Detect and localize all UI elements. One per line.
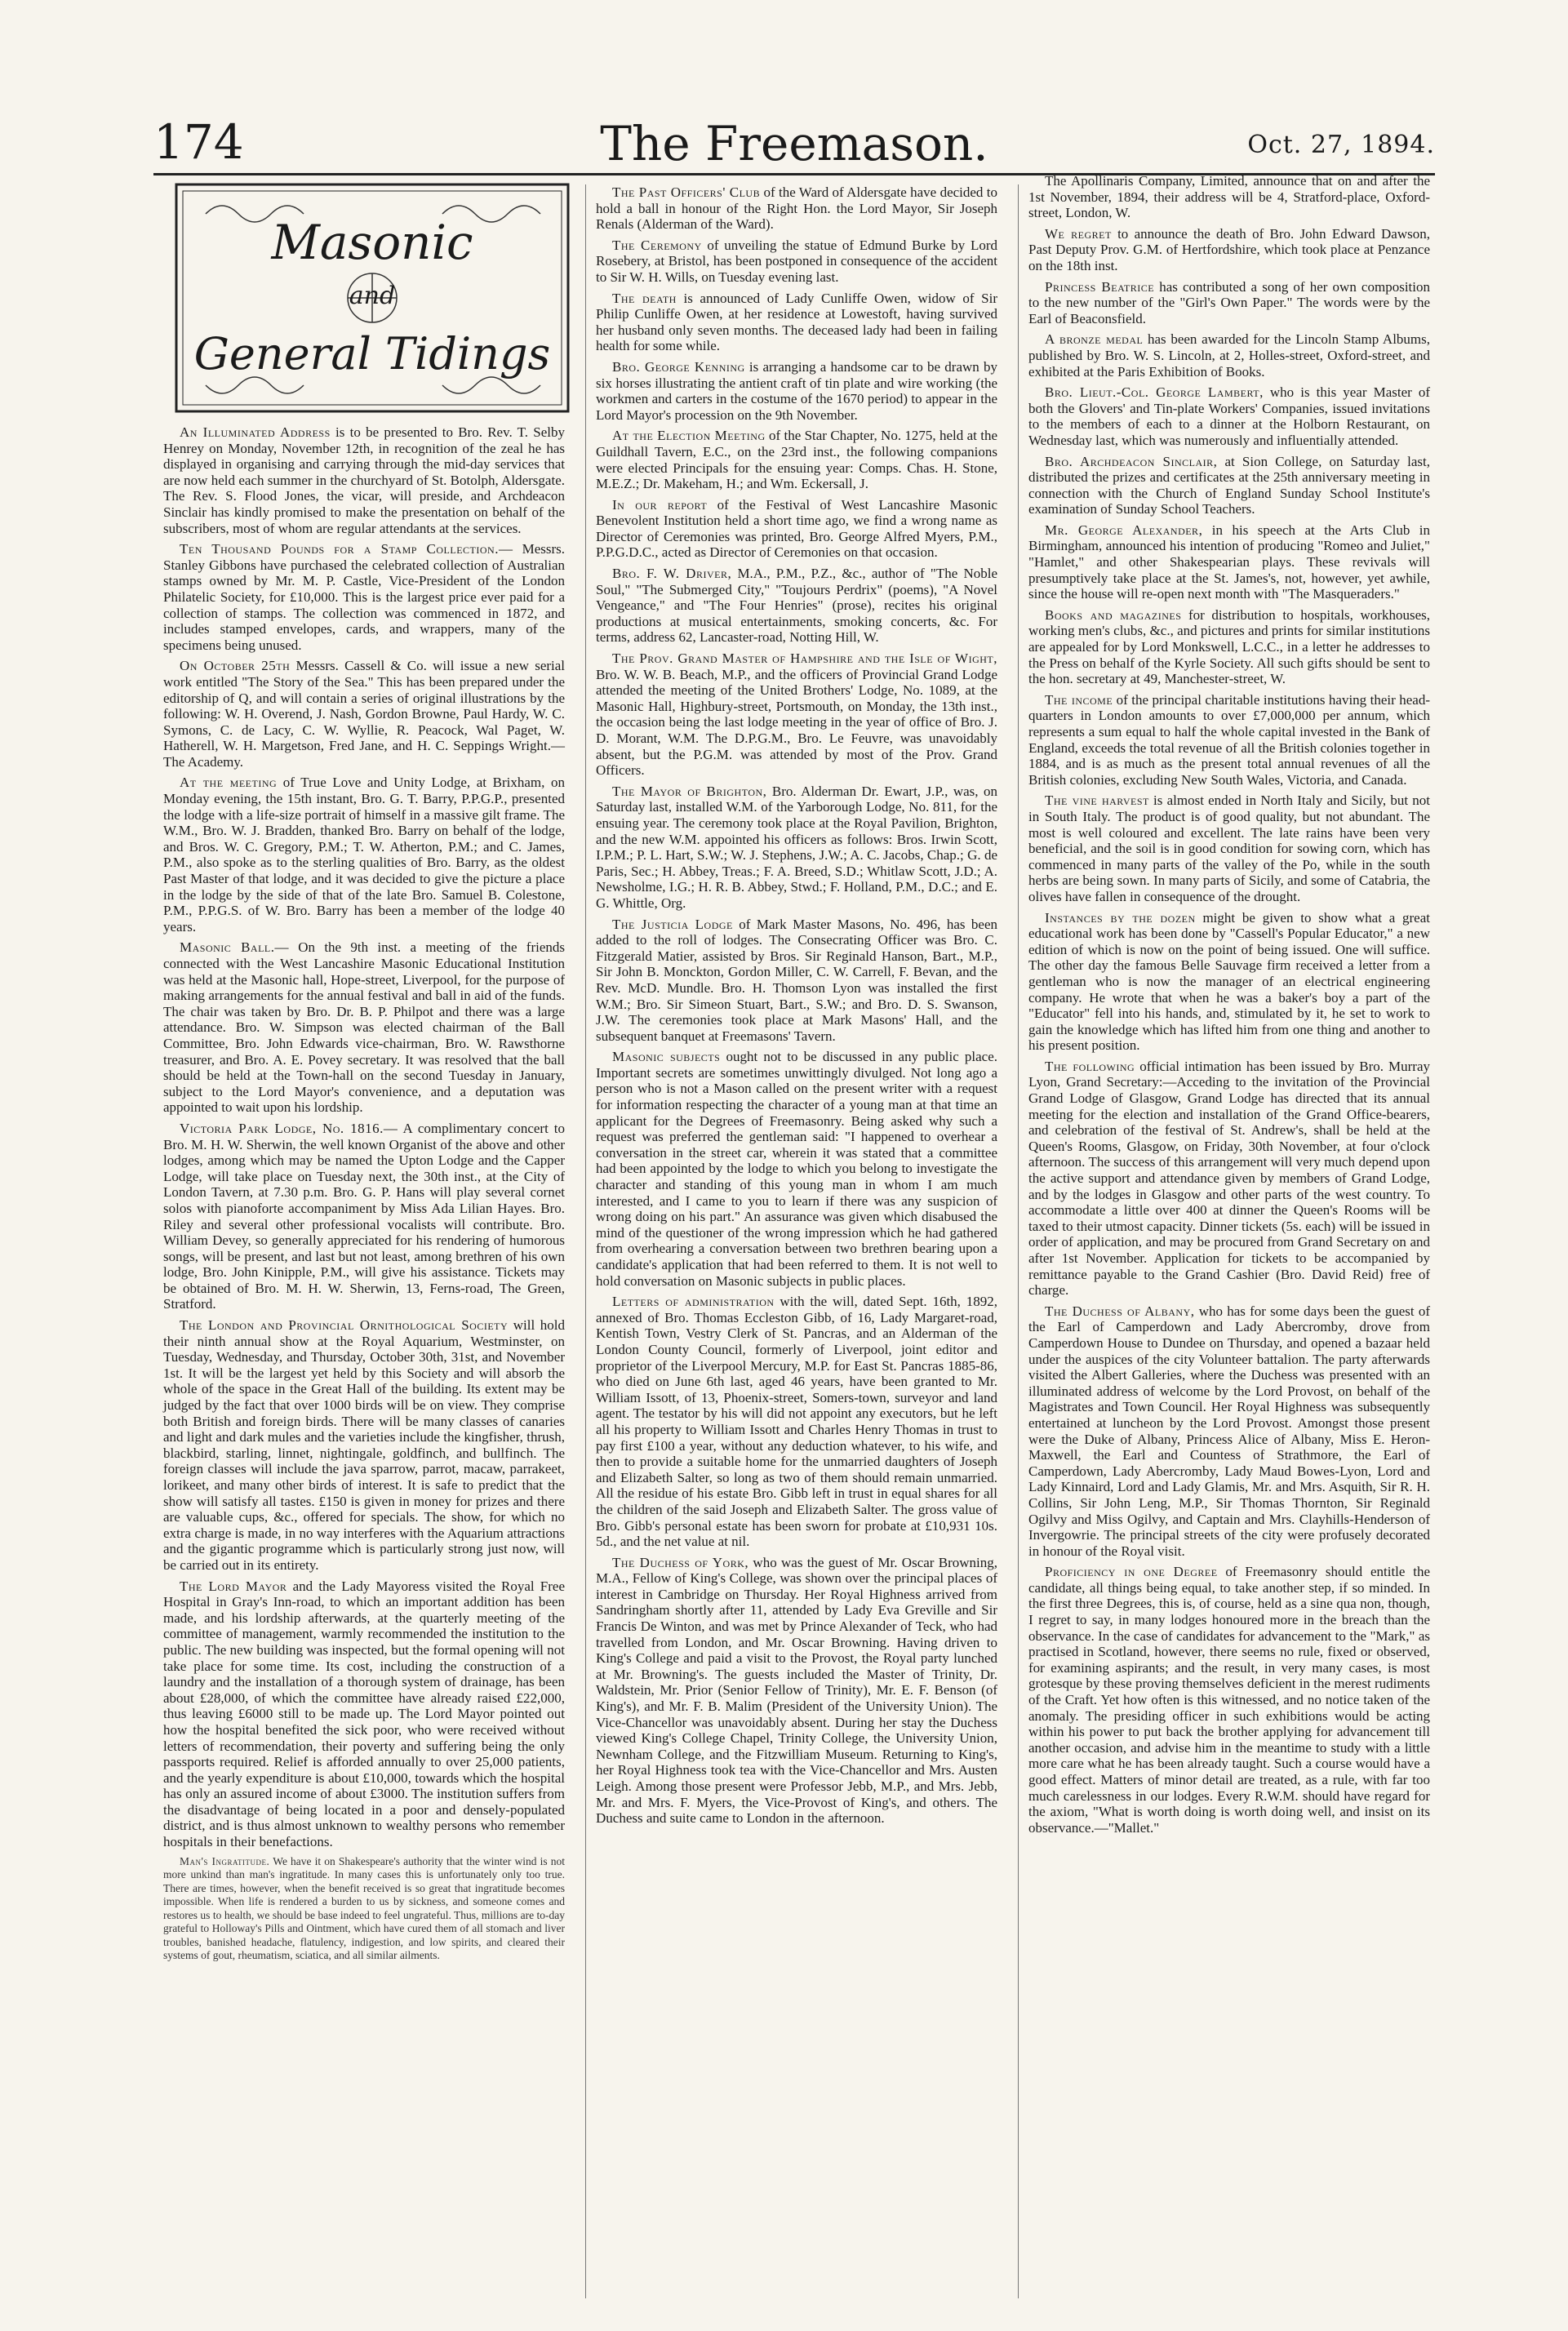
article-paragraph xyxy=(596,1555,997,1827)
article-text: Bro. Alderman Dr. Ewart, J.P., was, on Saturday last, installed W.M. of the Yarborough Lodge, No. 811, for the ensuing year. The ceremony took place at the Royal Pavilion, Brighton, and the new W.M. appointed his officers as follows: Bros. Irwin Scott, I.P.M.; P. L. Hart, S.W.; W. J. Stephens, J.W.; A. C. Jacobs, Chap.; G. de Paris, Sec.; H. Abbey, Treas.; F. A. Breed, S.D.; Whitlaw Scott, J.D.; A. Newsholme, I.G.; H. R. B. Abbey, Stwd.; F. Holland, P.M., D.C.; and E. G. Whittle, Org. xyxy=(596,783,997,911)
article-paragraph xyxy=(163,1317,565,1574)
article-paragraph xyxy=(1028,692,1430,788)
article-lead: The income xyxy=(1045,691,1113,708)
article-paragraph xyxy=(1028,226,1430,274)
article-paragraph xyxy=(163,775,565,935)
article-lead: Proficiency in one Degree xyxy=(1045,1564,1218,1580)
article-paragraph xyxy=(1028,607,1430,687)
article-paragraph xyxy=(1028,522,1430,602)
article-paragraph xyxy=(163,1121,565,1312)
article-text: is to be presented to Bro. Rev. T. Selby Henrey on Monday, November 12th, in recognition of the zeal he has displayed in organising and carrying through the mid-day services that are now held each summer in the churchyard of St. Botolph, Aldersgate. The Rev. S. Flood Jones, the vicar, will preside, and Archdeacon Sinclair has kindly promised to make the presentation on behalf of the subscribers, most of whom are regular attendants at the services. xyxy=(163,424,565,536)
article-text: will hold their ninth annual show at the Royal Aquarium, Westminster, on Tuesday, Wednesday, and Thursday, October 30th, 31st, and November 1st. It will be the largest yet held by this Society and will absorb the whole of the space in the Great Hall of the building. Its extent may be judged by the fact that over 1000 birds will be on view. They comprise both British and foreign birds. There will be many classes of canaries and light and dark mules and the varieties include the kingfisher, thrush, blackbird, starling, linnet, nightingale, goldfinch, and bullfinch. The foreign classes will include the java sparrow, parrot, macaw, parrakeet, lorikeet, and many other birds of interest. It is safe to predict that the show will satisfy all tastes. £150 is given in money for prizes and there are valuable cups, &c., offered for specials. The show, for which no extra charge is made, in no way interferes with the Aquarium attractions and the gigantic programme which is particularly strong just now, will be carried out in its entirety. xyxy=(163,1317,565,1573)
article-text: of the principal charitable institutions having their head-quarters in London amounts to over £7,000,000 per annum, which represents a sum equal to half the whole capital invested in the Bank of England, exceeds the total revenue of all the British colonies together in 1884, and is as much as the present total annual revenues of all the British colonies, excluding New South Wales, Victoria, and Canada. xyxy=(1028,691,1431,788)
article-text: has contributed a song of her own composition to the new number of the "Girl's Own Paper." The words were by the Earl of Beaconsfield. xyxy=(1028,278,1430,326)
article-text: is arranging a handsome car to be drawn by six horses illustrating the antient craft of tin plate and wire working (the workmen and carters in the costume of the 1670 period) to appear in the Lord Mayor's procession on the 9th November. xyxy=(596,358,997,423)
article-lead: The Mayor of Brighton, xyxy=(612,783,767,799)
article-paragraph xyxy=(1028,1303,1430,1560)
article-text: is announced of Lady Cunliffe Owen, widow of Sir Philip Cunliffe Owen, at her residence at Lowestoft, having survived her husband only seven months. The deceased lady had been in failing health for some while. xyxy=(596,290,997,354)
article-text: Messrs. Cassell & Co. will issue a new serial work entitled "The Story of the Sea." This has been prepared under the editorship of Q, and will contain a series of original illustrations by the following: W. H. Overend, J. Nash, Gordon Browne, Paul Hardy, W. C. Symons, C. de Lacy, C. W. Wyllie, R. Peacock, Wal Paget, W. Hatherell, W. H. Margetson, Fred Jane, and H. C. Seppings Wright.—The Academy. xyxy=(163,658,566,770)
article-lead: Letters of administration xyxy=(612,1294,775,1310)
article-text: to announce the death of Bro. John Edward Dawson, Past Deputy Prov. G.M. of Hertfordshire, which took place at Penzance on the 18th inst. xyxy=(1028,225,1430,273)
article-lead: The Duchess of Albany, xyxy=(1045,1303,1195,1319)
article-lead: Bro. F. W. Driver, xyxy=(612,566,732,582)
article-text: with the will, dated Sept. 16th, 1892, annexed of Bro. Thomas Eccleston Gibb, of 16, Lady Margaret-road, Kentish Town, Vestry Clerk of St. Pancras, and an Alderman of the London County Council, formerly of Liverpool, joint editor and proprietor of the Liverpool Mercury, M.P. for East St. Pancras 1885-86, who died on June 6th last, aged 46 years, have been granted to Mr. William Issott, of 13, Phoenix-street, Somers-town, surveyor and land agent. The testator by his will did not appoint any executors, but he left all his property to William Issott and Charles Henry Thomas in trust to pay first £100 a year, without any deduction whatever, to his wife, and then to provide a suitable home for the unmarried daughters of Joseph and Elizabeth Salter, so long as two of them should remain unmarried. All the residue of his estate Bro. Gibb left in trust in equal shares for all the children of the said Joseph and Elizabeth Salter. The gross value of Bro. Gibb's personal estate has been sworn for probate at £10,931 10s. 5d., and the net value at nil. xyxy=(596,1294,997,1550)
article-text: for distribution to hospitals, workhouses, working men's clubs, &c., and pictures and prints for similar institutions are appealed for by Lord Monkswell, L.C.C., in a letter he addresses to the Press on behalf of the Kyrle Society. All such gifts should be sent to the hon. secretary at 49, Manchester-street, W. xyxy=(1028,606,1430,687)
article-lead: Masonic Ball.— xyxy=(180,939,289,956)
article-text: We have it on Shakespeare's authority that the winter wind is not more unkind than man's ingratitude. In many cases this is unfortunately only too true. There are times, however, when the benefit received is so great that ingratitude becomes impossible. When life is rendered a burden to us by sickness, and someone comes and restores us to health, we should be base indeed to feel ungrateful. Thus, millions are to-day grateful to Holloway's Pills and Ointment, which have cured them of all stomach and liver troubles, banished headache, flatulency, indigestion, and low spirits, and cleared their systems of gout, rheumatism, sciatica, and all similar ailments. xyxy=(163,1854,565,1962)
article-text: official intimation has been issued by Bro. Murray Lyon, Grand Secretary:—Acceding to the invitation of the Provincial Grand Lodge of Glasgow, Grand Lodge has directed that its annual meeting for the election and installation of the Grand Office-bearers, and celebration of the festival of St. Andrew's, shall be held at the Queen's Rooms, Glasgow, on Friday, 30th November, at four o'clock afternoon. The success of this arrangement will very much depend upon the active support and attendance given by members of Grand Lodge, and by the lodges in Glasgow and other parts of the west country. To accommodate a little over 400 at dinner the Queen's Rooms will be taxed to their utmost capacity. Dinner tickets (5s. each) will be issued in order of application, and may be procured from Grand Secretary on and after 1st November. Application for tickets to be accompanied by remittance payable to the Grand Cashier (Bro. David Reid) free of charge. xyxy=(1028,1058,1430,1299)
article-text: M.A., P.M., P.Z., &c., author of "The Noble Soul," "The Submerged City," "Toujours Perdrix" (poems), "A Novel Vengeance," and "The Four Henries" (prose), recites his original productions at musical entertainments, smoking concerts, &c. For terms, address 62, Lancaster-road, Notting Hill, W. xyxy=(596,566,998,646)
column-divider xyxy=(585,184,586,2298)
article-text: The Apollinaris Company, Limited, announce that on and after the 1st November, 1894, their address will be 4, Stratford-place, Oxford-street, London, W. xyxy=(1028,173,1430,221)
article-lead: An Illuminated Address xyxy=(180,424,331,440)
column-divider xyxy=(1018,184,1019,2298)
article-lead: The Ceremony xyxy=(612,237,702,253)
article-lead: On October 25th xyxy=(180,658,291,674)
article-lead: Bro. Lieut.-Col. George Lambert, xyxy=(1045,384,1264,401)
article-text: of Freemasonry should entitle the candidate, all things being equal, to take another step, if so minded. In the first three Degrees, this is, of course, held as a sine qua non, though, I regret to say, in many lodges honoured more in the breach than the observance. In the case of candidates for advancement to the "Mark," as practised in Scotland, however, there seems no rule, fixed or observed, for examining aspirants; and the result, in very many cases, is most grotesque by these proving themselves deficient in the merest rudiments of the Craft. Yet how often is this witnessed, and no notice taken of the anomaly. The presiding officer in such exhibitions would be acting within his power to put back the brother applying for advancement till another occasion, and advise him in the meantime to study with a little more care what he has been already taught. Such a course would have a good effect. Matters of minor detail are treated, as a rule, with far too much carelessness in our lodges. Every R.W.M. should have regard for the axiom, "What is worth doing is worth doing well, and insist on its observance.—"Mallet." xyxy=(1028,1564,1430,1836)
article-lead: The following xyxy=(1045,1058,1135,1074)
article-lead: Man's Ingratitude. xyxy=(180,1854,270,1867)
article-lead: The Lord Mayor xyxy=(180,1578,287,1594)
article-paragraph xyxy=(596,184,997,233)
column-2 xyxy=(596,184,997,1832)
article-paragraph xyxy=(596,917,997,1045)
article-paragraph xyxy=(1028,454,1430,517)
article-paragraph xyxy=(596,497,997,561)
article-text: Messrs. Stanley Gibbons have purchased the celebrated collection of Australian stamps owned by Mr. M. P. Castle, Vice-President of the London Philatelic Society, for £10,000. This is the largest price ever paid for a collection of stamps. The collection was commenced in 1872, and includes stamped envelopes, cards, and wrappers, many of the specimens being unused. xyxy=(163,541,566,653)
page-number: 174 xyxy=(153,114,244,170)
article-lead: At the meeting xyxy=(180,775,278,791)
article-paragraph xyxy=(1028,1564,1430,1836)
article-text: who was the guest of Mr. Oscar Browning, M.A., Fellow of King's College, was shown over the principal places of interest in Cambridge on Thursday. Her Royal Highness arrived from Sandringham shortly after 11, attended by Lady Eva Greville and Sir Francis De Winton, and was met by Prince Alexander of Teck, who had travelled from London, and Mr. Oscar Browning. Having driven to King's College and paid a visit to the Provost, the Royal party lunched at Mr. Browning's. The guests included the Master of Trinity, Dr. Waldstein, Mr. Prior (Senior Fellow of Trinity), Mr. E. F. Benson (of King's), and Mr. F. B. Malim (President of the University Union). The Vice-Chancellor was unavoidably absent. During her stay the Duchess viewed King's College Chapel, Trinity College, the University Union, Newnham College, and the Fitzwilliam Museum. Returning to King's, her Royal Highness took tea with the Vice-Chancellor and Mrs. Austen Leigh. Among those present were Professor Jebb, M.P., and Mrs. Jebb, Mr. and Mrs. F. Myers, the Vice-Provost of King's, and others. The Duchess and suite came to London in the afternoon. xyxy=(596,1554,997,1827)
article-text: might be given to show what a great educational work has been done by "Cassell's Popular Educator," a new edition of which is now on the point of being issued. One will suffice. The other day the famous Belle Sauvage firm received a letter from a gentleman who is now the manager of an electrical engineering company. He wrote that when he was a baker's boy a part of the "Educator" fell into his hands, and, stimulated by it, he set to work to gain the knowledge which has lifted him from one thing and another to his present position. xyxy=(1028,909,1430,1054)
article-paragraph xyxy=(596,291,997,354)
issue-date: Oct. 27, 1894. xyxy=(1247,131,1435,159)
article-text: and the Lady Mayoress visited the Royal Free Hospital in Gray's Inn-road, to which an important addition has been made, and his lordship afterwards, at the quarterly meeting of the committee of management, warmly recommended the institution to the public. The new building was inspected, but the formal opening will not take place for some time. Its cost, including the construction of a laundry and the installation of a thorough system of drainage, has been about £28,000, of which the committee have already raised £22,000, thus leaving £6000 still to be made up. The Lord Mayor pointed out how the hospital benefited the sick poor, who were received without letters of recommendation, their poverty and suffering being the only passports required. Relief is afforded annually to over 25,000 patients, and the yearly expenditure is about £10,000, towards which the hospital has only an assured income of about £3000. The institution suffers from the disadvantage of being located in a poor and densely-populated district, and is thus almost unknown to wealthy persons who remember hospitals in their benefactions. xyxy=(163,1578,566,1850)
article-lead: The death xyxy=(612,290,677,306)
article-text: of True Love and Unity Lodge, at Brixham, on Monday evening, the 15th instant, Bro. G. T. Barry, P.P.G.P., presented the lodge with a life-size portrait of himself in a massive gilt frame. The W.M., Bro. W. J. Bradden, thanked Bro. Barry on behalf of the lodge, and Bros. W. C. Gregory, P.M.; T. W. Atherton, P.M.; and C. James, P.M., also spoke as to the sterling qualities of Bro. Barry, as the oldest Past Master of that lodge, and it was decided to give the picture a place in the lodge by the side of that of the late Bro. Samuel B. Colestone, P.M., P.P.G.S. of W. Bro. Barry has been a member of the lodge 40 years. xyxy=(163,775,565,935)
article-paragraph xyxy=(596,784,997,912)
article-paragraph xyxy=(596,566,997,646)
article-text: who has for some days been the guest of the Earl of Camperdown and Lady Abercromby, drove from Camperdown House to Dundee on Thursday, and opened a bazaar held under the auspices of the city Volunteer battalion. The party afterwards visited the Albert Galleries, where the Duchess was presented with an illuminated address of welcome by the Lord Provost, on behalf of the Magistrates and Town Council. Her Royal Highness was subsequently entertained at luncheon by the Lord Provost. Amongst those present were the Duke of Albany, Princess Alice of Albany, Miss E. Heron-Maxwell, the Earl and Countess of Strathmore, the Earl of Camperdown, Lady Abercromby, Lady Maud Bowes-Lyon, Lord and Lady Kinnaird, Lord and Lady Glamis, Mr. and Mrs. Asquith, Sir R. H. Collins, Sir John Leng, M.P., Sir Thomas Thornton, Sir Reginald Ogilvy and Miss Ogilvy, and Captain and Mrs. Clayhills-Henderson of Invergowrie. The principal streets of the city were profusely decorated in honour of the Royal visit. xyxy=(1028,1303,1431,1559)
svg-text:Masonic: Masonic xyxy=(271,215,473,270)
article-paragraph xyxy=(596,1294,997,1550)
article-paragraph xyxy=(596,650,997,779)
article-paragraph xyxy=(1028,279,1430,327)
svg-text:General Tidings: General Tidings xyxy=(193,328,551,380)
column-3 xyxy=(1028,173,1430,1840)
article-text: has been awarded for the Lincoln Stamp Albums, published by Bro. W. S. Lincoln, at 2, Holles-street, Oxford-street, and exhibited at the Paris Exhibition of Books. xyxy=(1028,331,1431,380)
article-paragraph xyxy=(163,541,565,653)
article-paragraph xyxy=(596,1049,997,1289)
article-paragraph xyxy=(1028,173,1430,221)
article-text: ought not to be discussed in any public place. Important secrets are sometimes unwittingly divulged. Not long ago a person who is not a Mason called on the present writer with a request for information respecting the character of a young man at that time an applicant for the Degrees of Freemasonry. Being asked why such a request was preferred the gentleman said: "I happened to overhear a conversation in the street car, wherein it was stated that a committee had been appointed by the lodge to which you belong to investigate the character and standing of this young man in whom I am much interested, and I came to you to learn if there was any suspicion of wrong doing on his part." An assurance was given which disabused the mind of the questioner of the wrong impression which he had gathered from overhearing a conversation between two brethren bearing upon a candidate's application that had been referred to them. It is not well to hold conversation on Masonic subjects in public places. xyxy=(596,1049,998,1289)
article-text: of Mark Master Masons, No. 496, has been added to the roll of lodges. The Consecrating Officer was Bro. C. Fitzgerald Matier, assisted by Bros. Sir Reginald Hanson, Bart., M.P., Sir John B. Monckton, Gordon Miller, C. W. Carrell, F. Bevan, and the Rev. McD. Mundle. Bro. H. Thomson Lyon was installed the first W.M.; Bro. Sir Simeon Stuart, Bart., S.W.; and Bro. D. S. Swanson, J.W. The ceremonies took place at Mark Masons' Hall, and the subsequent banquet at Freemasons' Tavern. xyxy=(596,916,997,1044)
article-text: of the Star Chapter, No. 1275, held at the Guildhall Tavern, E.C., on the 23rd inst., the following companions were elected Principals for the ensuing year: Comps. Chas. H. Stone, M.E.Z.; Dr. Makeham, H.; and Wm. Eckersall, J. xyxy=(596,428,998,492)
article-paragraph xyxy=(1028,384,1430,448)
masthead-title: The Freemason. xyxy=(600,116,988,171)
article-lead: Mr. George Alexander, xyxy=(1045,522,1203,538)
article-paragraph xyxy=(163,658,565,770)
article-lead: Victoria Park Lodge, No. 1816.— xyxy=(180,1120,398,1136)
article-paragraph xyxy=(1028,793,1430,904)
article-lead: Bro. Archdeacon Sinclair, xyxy=(1045,453,1218,469)
article-lead: We regret xyxy=(1045,225,1112,242)
article-lead: In our report xyxy=(612,496,708,513)
article-paragraph xyxy=(1028,331,1430,380)
article-text: of the Festival of West Lancashire Masonic Benevolent Institution held a short time ago, we find a wrong name as Director of Ceremonies was printed, Bro. George Alfred Myers, P.M., P.P.G.D.C., acted as Director of Ceremonies on that occasion. xyxy=(596,496,998,561)
article-text: Bro. W. W. B. Beach, M.P., and the officers of Provincial Grand Lodge attended the meeting of the United Brothers' Lodge, No. 1089, at the Masonic Hall, Highbury-street, Portsmouth, on Monday, the 13th inst., the occasion being the last lodge meeting in the year of office of Bro. J. D. Morant, W.M. The D.P.G.M., Bro. Le Feuvre, was unavoidably absent, but the P.G.M. was attended by most of the Prov. Grand Officers. xyxy=(596,666,997,779)
column-1 xyxy=(163,424,565,1968)
article-lead: Instances by the dozen xyxy=(1045,909,1196,926)
article-text: at Sion College, on Saturday last, distributed the prizes and certificates at the 25th anniversary meeting in connection with the Church of England Sunday School Institute's examination of Sunday School Teachers. xyxy=(1028,453,1430,517)
article-text: of the Ward of Aldersgate have decided to hold a ball in honour of the Right Hon. the Lord Mayor, Sir Joseph Renals (Alderman of the Ward). xyxy=(596,184,998,233)
article-text: in his speech at the Arts Club in Birmingham, announced his intention of producing "Romeo and Juliet," "Hamlet," and other Shakespearian plays. These revivals will presumptively take place at the St. James's, not, however, yet awhile, since the house will re-open next month with "The Masqueraders." xyxy=(1028,522,1431,602)
article-lead: Masonic subjects xyxy=(612,1049,721,1065)
article-lead: The London and Provincial Ornithological Society xyxy=(180,1317,509,1334)
article-lead: The Duchess of York, xyxy=(612,1554,749,1570)
article-lead: At the Election Meeting xyxy=(612,428,766,444)
article-lead: The Past Officers' Club xyxy=(612,184,761,200)
article-lead: The vine harvest xyxy=(1045,793,1149,809)
article-paragraph xyxy=(163,424,565,536)
article-text: is almost ended in North Italy and Sicily, but not in South Italy. The product is of good quality, but not abundant. The most is well coloured and excellent. The late rains have been very beneficial, and the soil is in good condition for sowing corn, which has commenced in many parts of the valley of the Po, while in the south herbs are being sown. In many parts of Sicily, and some of Catabria, the olives have fallen in consequence of the drought. xyxy=(1028,793,1431,904)
article-lead: The Justicia Lodge xyxy=(612,916,733,932)
article-text: On the 9th inst. a meeting of the friends connected with the West Lancashire Masonic Educational Institution was held at the Masonic hall, Hope-street, Liverpool, for the purpose of making arrangements for the annual festival and ball in aid of the funds. The chair was taken by Bro. Dr. B. P. Philpot and there was a large attendance. Bro. W. Simpson was elected chairman of the Ball Committee, Bro. John Edwards vice-chairman, Bro. W. Rawsthorne treasurer, and Bro. A. E. Povey secretary. It was resolved that the ball should be held at the Town-hall on the second Tuesday in January, subject to the Lord Mayor's convenience, and a deputation was appointed to wait upon his lordship. xyxy=(163,939,566,1116)
article-text: who is this year Master of both the Glovers' and Tin-plate Workers' Companies, issued invitations to the members of each to a dinner at the Holborn Restaurant, on Wednesday last, which was numerously and influentially attended. xyxy=(1028,384,1430,448)
article-lead: Ten Thousand Pounds for a Stamp Collection.— xyxy=(180,541,513,557)
article-paragraph xyxy=(596,359,997,423)
article-text: of unveiling the statue of Edmund Burke by Lord Rosebery, at Bristol, has been postponed in consequence of the accident to Sir W. H. Wills, on Tuesday evening last. xyxy=(596,237,997,285)
article-paragraph xyxy=(596,428,997,491)
article-lead: A bronze medal xyxy=(1045,331,1144,348)
article-text: A complimentary concert to Bro. M. H. W. Sherwin, the well known Organist of the above and other lodges, among which may be named the Upton Lodge and the Capper Lodge, will take place on Tuesday next, the 30th inst., at the City of London Tavern, at 7.30 p.m. Bro. G. P. Hans will play several cornet solos with pianoforte accompaniment by Miss Ada Lilian Hayes. Bro. Riley and several other professional vocalists will contribute. Bro. William Devey, so generally appreciated for his rendering of humorous songs, will be present, and last but not least, among brethren of his own lodge, Bro. John Kinipple, P.M., will give his assistance. Tickets may be obtained of Bro. M. H. W. Sherwin, 13, Ferns-road, The Green, Stratford. xyxy=(163,1120,566,1312)
article-lead: Bro. George Kenning xyxy=(612,358,745,375)
article-paragraph xyxy=(596,238,997,286)
article-paragraph xyxy=(1028,1059,1430,1299)
article-paragraph xyxy=(163,1855,565,1963)
page-header xyxy=(153,114,1435,171)
article-lead: Princess Beatrice xyxy=(1045,278,1155,295)
article-lead: The Prov. Grand Master of Hampshire and the Isle of Wight, xyxy=(612,650,997,667)
article-paragraph xyxy=(1028,910,1430,1054)
article-lead: Books and magazines xyxy=(1045,606,1182,623)
article-paragraph xyxy=(163,939,565,1116)
article-paragraph xyxy=(163,1578,565,1850)
masonic-general-tidings-logo xyxy=(173,181,571,415)
svg-text:and: and xyxy=(349,282,396,310)
